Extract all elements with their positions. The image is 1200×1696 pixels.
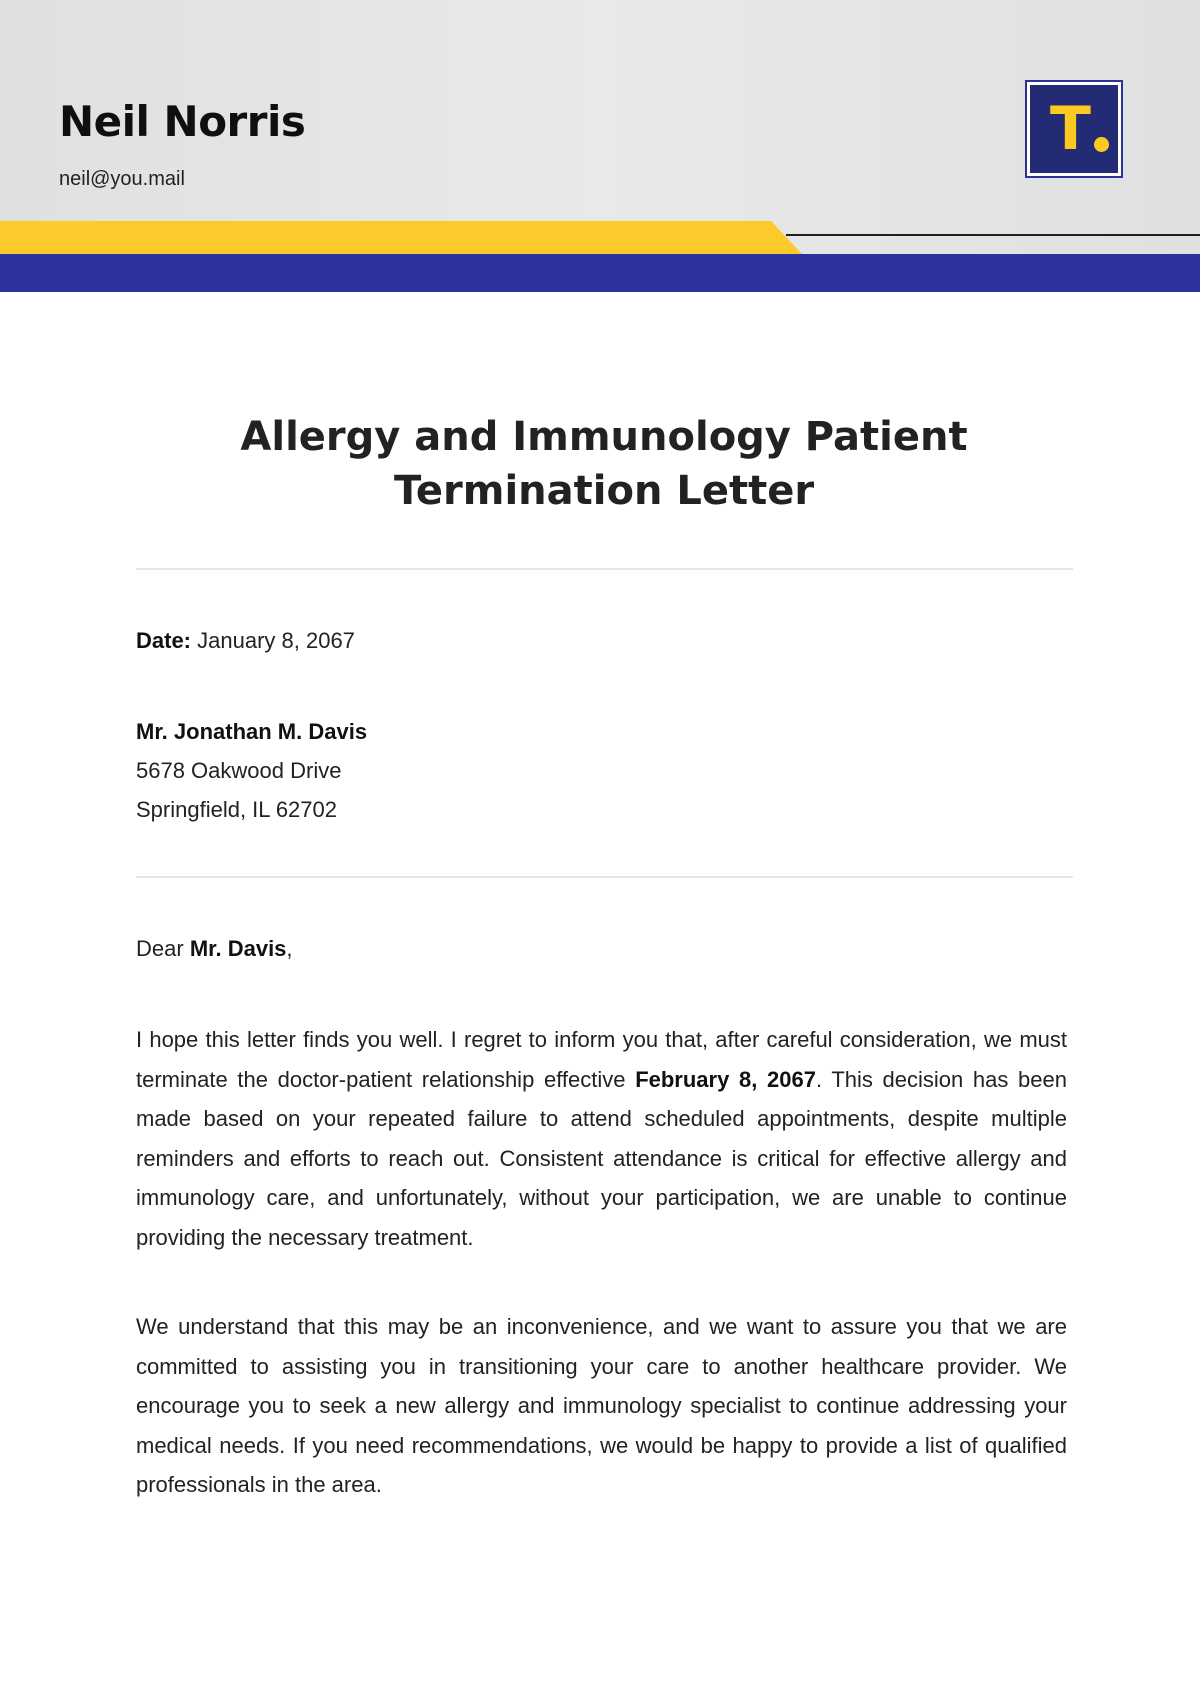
letter-title: Allergy and Immunology Patient Termination Letter bbox=[240, 414, 968, 514]
logo-dot bbox=[1094, 137, 1109, 152]
yellow-accent-stripe bbox=[0, 221, 802, 254]
logo-letter: T bbox=[1050, 94, 1091, 164]
paragraph-1-text-a: I hope this letter finds you well. I regret to inform you that, after careful consideration, we must terminate the doctor-patient relationship effective bbox=[136, 1027, 1067, 1092]
divider-top bbox=[136, 568, 1073, 570]
salutation-suffix: , bbox=[286, 936, 293, 961]
recipient-name: Mr. Jonathan M. Davis bbox=[136, 719, 368, 744]
header-rule-line bbox=[786, 234, 1200, 236]
body-paragraph-2: We understand that this may be an inconvenience, and we want to assure you that we are committed to assisting you in transitioning your care to another healthcare provider. We encourage you to seek a new allergy and immunology specialist to continue addressing your medical needs. If you need recommendations, we would be happy to provide a list of qualified professionals in the area. bbox=[136, 1314, 1067, 1498]
recipient-address-line2: Springfield, IL 62702 bbox=[136, 797, 337, 822]
salutation bbox=[136, 929, 293, 968]
sender-name: Neil Norris bbox=[59, 97, 306, 146]
blue-accent-band bbox=[0, 254, 1200, 292]
salutation-prefix: Dear bbox=[136, 936, 184, 961]
recipient-block bbox=[136, 712, 367, 829]
date-label: Date: bbox=[136, 628, 192, 653]
logo-t-dot-icon bbox=[1030, 85, 1118, 173]
body-paragraph-1 bbox=[136, 1020, 1067, 1258]
letterhead bbox=[0, 0, 1200, 292]
company-logo bbox=[1025, 80, 1123, 178]
divider-middle bbox=[136, 876, 1073, 878]
recipient-address-line1: 5678 Oakwood Drive bbox=[136, 758, 342, 783]
effective-date: February 8, 2067 bbox=[635, 1066, 816, 1092]
sender-email: neil@you.mail bbox=[59, 168, 185, 190]
date-line bbox=[136, 621, 355, 660]
salutation-name: Mr. Davis bbox=[189, 936, 287, 961]
paragraph-1-text-b: . This decision has been made based on your repeated failure to attend scheduled appointments, despite multiple reminders and efforts to reach out. Consistent attendance is critical for effective allergy and immunology care, and unfortunately, without your participation, we are unable to continue providing the necessary treatment. bbox=[136, 1066, 1068, 1250]
date-value: January 8, 2067 bbox=[197, 628, 355, 653]
